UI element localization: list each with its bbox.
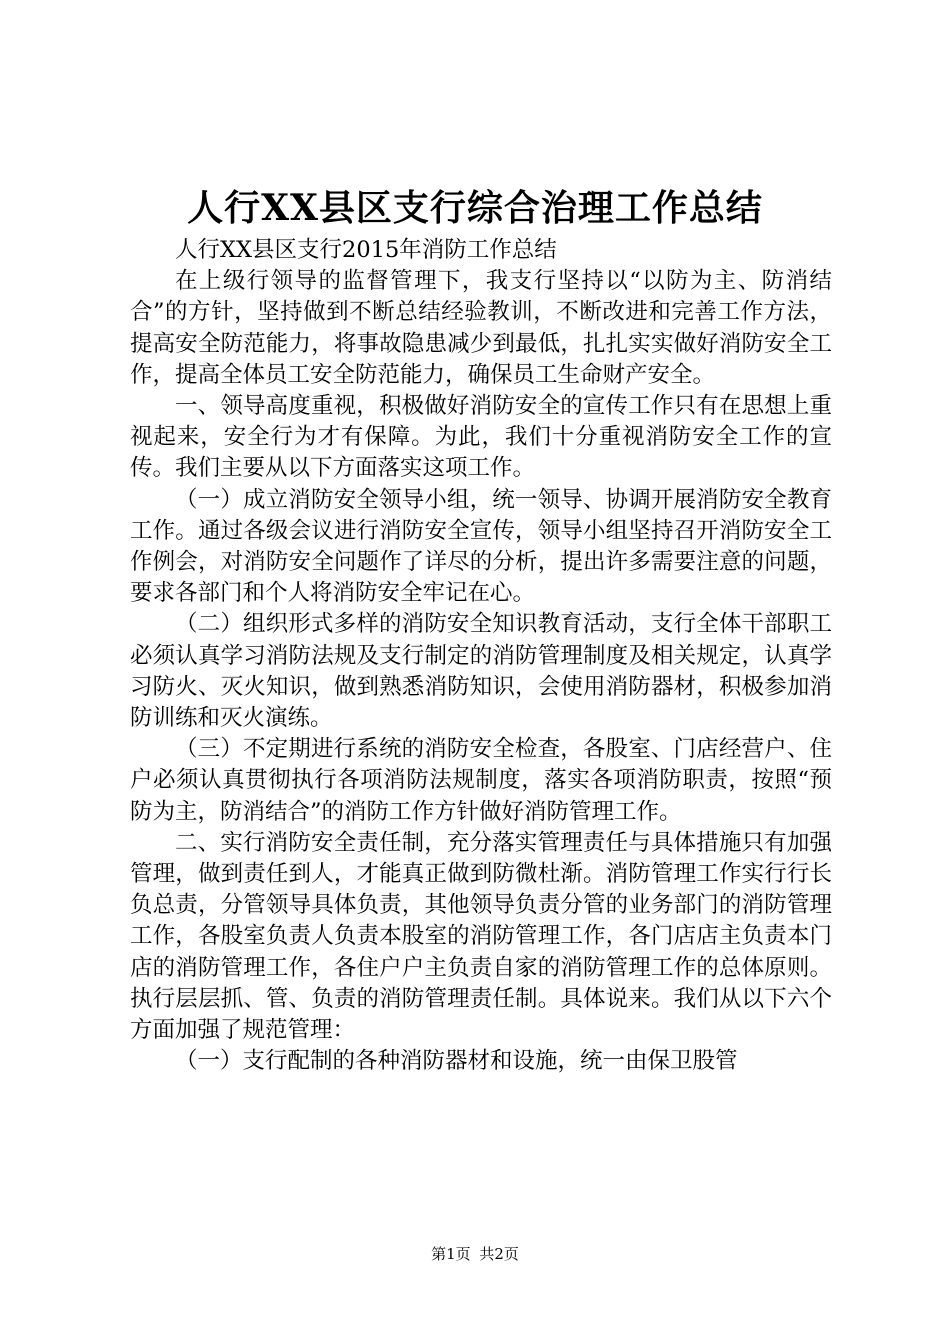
paragraph-subtitle: 人行XX县区支行2015年消防工作总结 bbox=[175, 237, 557, 263]
paragraph-section-1: 一、领导高度重视，积极做好消防安全的宣传工作只有在思想上重视起来，安全行为才有保障。为此，我们十分重视消防安全工作的宣传。我们主要从以下方面落实这项工作。 bbox=[130, 393, 832, 482]
document-title: 人行XX县区支行综合治理工作总结 bbox=[187, 187, 763, 229]
paragraph-section-1-item-1: （一）成立消防安全领导小组，统一领导、协调开展消防安全教育工作。通过各级会议进行消防安全宣传，领导小组坚持召开消防安全工作例会，对消防安全问题作了详尽的分析，提出许多需要注意的问题，要求各部门和个人将消防安全牢记在心。 bbox=[130, 486, 832, 607]
page-number: 第1页 bbox=[431, 1245, 471, 1263]
paragraph-section-1-item-3: （三）不定期进行系统的消防安全检查，各股室、门店经营户、住户必须认真贯彻执行各项消防法规制度，落实各项消防职责，按照“预防为主，防消结合”的消防工作方针做好消防管理工作。 bbox=[130, 736, 832, 825]
page-footer bbox=[0, 1243, 950, 1265]
page-total: 共2页 bbox=[479, 1245, 519, 1263]
document-body bbox=[130, 235, 832, 1077]
paragraph-section-2-item-1: （一）支行配制的各种消防器材和设施，统一由保卫股管 bbox=[175, 1048, 738, 1075]
paragraph-intro: 在上级行领导的监督管理下，我支行坚持以“以防为主、防消结合”的方针，坚持做到不断总结经验教训，不断改进和完善工作方法，提高安全防范能力，将事故隐患减少到最低，扎扎实实做好消防安全工作，提高全体员工安全防范能力，确保员工生命财产安全。 bbox=[130, 268, 832, 388]
paragraph-section-2: 二、实行消防安全责任制，充分落实管理责任与具体措施只有加强管理，做到责任到人，才能真正做到防微杜渐。消防管理工作实行行长负总责，分管领导具体负责，其他领导负责分管的业务部门的消防管理工作，各股室负责人负责本股室的消防管理工作，各门店店主负责本门店的消防管理工作，各住户户主负责自家的消防管理工作的总体原则。执行层层抓、管、负责的消防管理责任制。具体说来。我们从以下六个方面加强了规范管理： bbox=[130, 829, 832, 1044]
paragraph-section-1-item-2: （二）组织形式多样的消防安全知识教育活动，支行全体干部职工必须认真学习消防法规及支行制定的消防管理制度及相关规定，认真学习防火、灭火知识，做到熟悉消防知识，会使用消防器材，积极参加消防训练和灭火演练。 bbox=[130, 611, 832, 732]
